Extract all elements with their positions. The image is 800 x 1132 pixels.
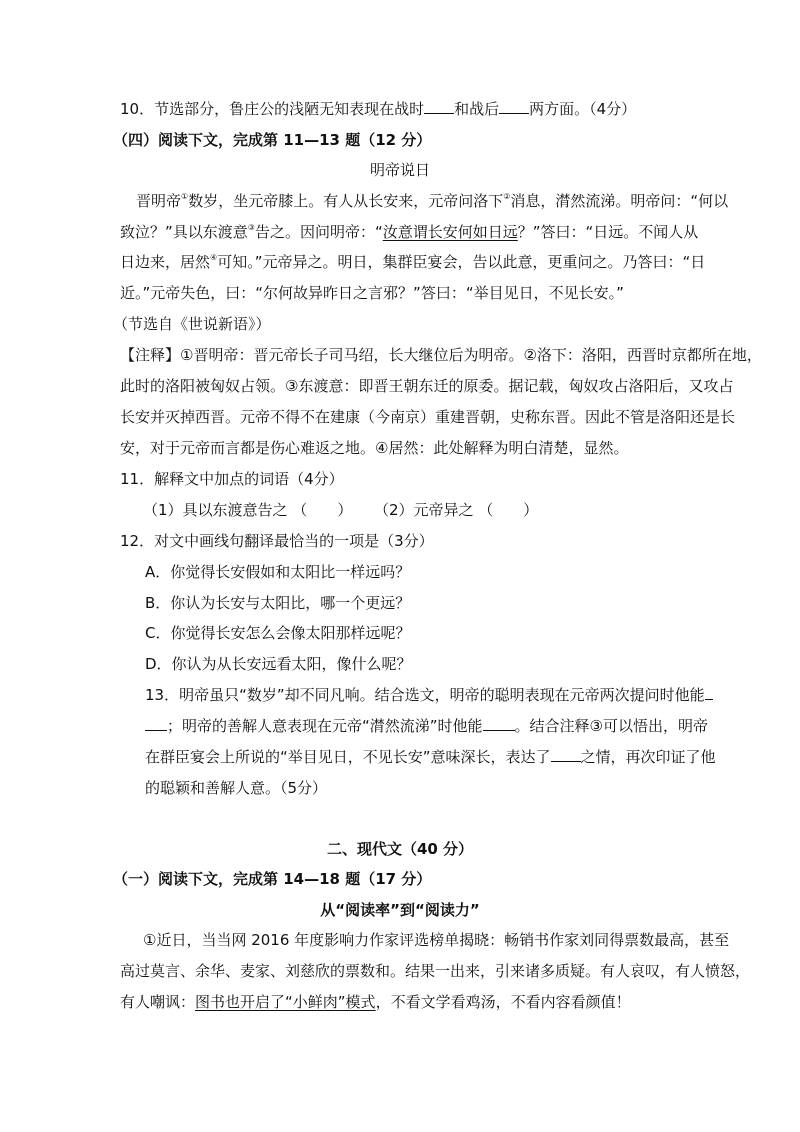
article-text: ，不看文学看鸡汤，不看内容看颜值！: [375, 993, 631, 1011]
passage-text: 告之。因问明帝：“: [254, 223, 383, 241]
part-2-heading: 二、现代文（40 分）: [326, 840, 474, 858]
notes-line: 长安并灭掉西晋。元帝不得不在建康（今南京）重建晋朝，史称东晋。因此不管是洛阳还是长: [120, 408, 736, 426]
section-4-heading: （四）阅读下文，完成第 11—13 题（12 分）: [113, 131, 432, 149]
footnote-marker: ④: [210, 253, 218, 262]
question-13-line-2: [145, 715, 708, 737]
question-text: 之情，再次印证了他: [580, 748, 716, 766]
question-text: 。结合注释③可以悟出，明帝: [514, 717, 708, 735]
question-11-part-1: （1）具以东渡意告之 （ ）: [143, 501, 353, 519]
question-13-line-4: 的聪颖和善解人意。（5分）: [145, 779, 328, 797]
option-c[interactable]: C．你觉得长安怎么会像太阳那样远呢？: [145, 624, 411, 642]
passage-line-4: 近。”元帝失色，曰：“尔何故异昨日之言邪？”答曰：“举目见日，不见长安。”: [120, 284, 624, 302]
passage-source: （节选自《世说新语》）: [113, 315, 271, 333]
passage-text: ？”答曰：“日远。不闻人从: [517, 223, 699, 241]
answer-blank[interactable]: [499, 98, 529, 114]
option-d[interactable]: D．你认为从长安远看太阳，像什么呢？: [145, 655, 412, 673]
question-text: 13．明帝虽只“数岁”却不同凡响。结合选文，明帝的聪明表现在元帝两次提问时他能: [145, 686, 705, 704]
footnote-marker: ②: [503, 192, 511, 201]
article-line-3: [120, 991, 631, 1013]
question-10: [120, 98, 636, 120]
q10-text-b: 和战后: [454, 100, 500, 118]
passage-text: 消息，潸然流涕。明帝问：“何以: [510, 192, 729, 210]
passage-text: 可知。”元帝异之。明日，集群臣宴会，告以此意，更重问之。乃答曰：“日: [217, 253, 706, 271]
q10-text-c: 两方面。（4分）: [529, 100, 637, 118]
passage-title: 明帝说日: [369, 161, 430, 179]
passage-text: 日边来，居然: [120, 253, 211, 271]
passage-text: 晋明帝: [136, 192, 182, 210]
question-12-stem: 12．对文中画线句翻译最恰当的一项是（3分）: [120, 532, 434, 550]
article-line-2: 高过莫言、余华、麦家、刘慈欣的票数和。结果一出来，引来诸多质疑。有人哀叹，有人愤怒，: [120, 962, 751, 980]
answer-blank[interactable]: [483, 715, 515, 731]
notes-line: 【注释】①晋明帝：晋元帝长子司马绍，长大继位后为明帝。②洛下：洛阳，西晋时京都所在地，: [120, 346, 762, 364]
option-a[interactable]: A．你觉得长安假如和太阳比一样远吗？: [145, 563, 411, 581]
question-text: ；明帝的善解人意表现在元帝“潸然流涕”时他能: [167, 717, 483, 735]
passage-line-2: [120, 221, 698, 243]
question-11-part-2: （2）元帝异之 （ ）: [374, 501, 539, 519]
article-title: 从“阅读率”到“阅读力”: [320, 901, 480, 919]
answer-blank[interactable]: [424, 98, 454, 114]
question-11-stem: 11．解释文中加点的词语（4分）: [120, 470, 344, 488]
answer-blank[interactable]: [705, 684, 713, 700]
option-b[interactable]: B．你认为长安与太阳比，哪一个更远？: [145, 594, 411, 612]
answer-blank[interactable]: [551, 746, 581, 762]
question-text: 在群臣宴会上所说的“举目见日，不见长安”意味深长，表达了: [145, 748, 551, 766]
answer-blank[interactable]: [145, 715, 167, 731]
footnote-marker: ③: [247, 223, 255, 232]
section-1-heading: （一）阅读下文，完成第 14—18 题（17 分）: [113, 870, 432, 888]
article-line-1: ①近日，当当网 2016 年度影响力作家评选榜单揭晓：畅销书作家刘同得票数最高，甚至: [143, 931, 730, 949]
question-13-line-3: [145, 746, 716, 768]
article-text: 有人嘲讽：: [120, 993, 196, 1011]
passage-text: 致泣？”具以东渡意: [120, 223, 248, 241]
question-13-line-1: [145, 684, 713, 706]
underlined-phrase: 图书也开启了“小鲜肉”模式: [195, 993, 376, 1011]
footnote-marker: ①: [181, 192, 189, 201]
passage-text: 数岁，坐元帝膝上。有人从长安来，元帝问洛下: [188, 192, 504, 210]
q10-text-a: 10．节选部分，鲁庄公的浅陋无知表现在战时: [120, 100, 425, 118]
passage-line-1: [136, 190, 728, 212]
notes-line: 安，对于元帝而言都是伤心难返之地。④居然：此处解释为明白清楚，显然。: [120, 439, 629, 457]
passage-line-3: [120, 251, 705, 273]
underlined-sentence: 汝意谓长安何如日远: [382, 223, 518, 241]
notes-line: 此时的洛阳被匈奴占领。③东渡意：即晋王朝东迁的原委。据记载，匈奴攻占洛阳后，又攻占: [120, 377, 734, 395]
